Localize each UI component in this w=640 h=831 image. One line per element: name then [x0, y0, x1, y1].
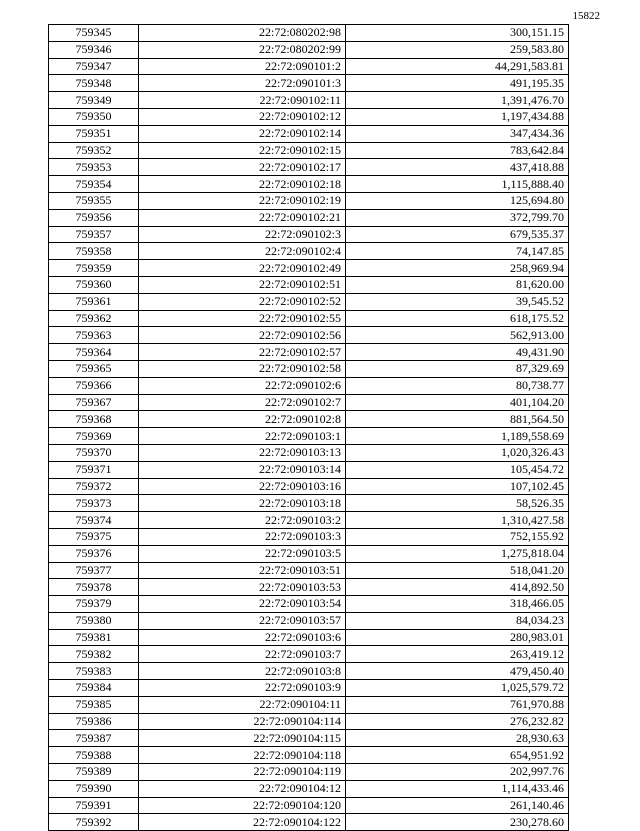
- row-id-cell: 759386: [49, 713, 139, 730]
- row-id-cell: 759392: [49, 814, 139, 831]
- amount-cell: 300,151.15: [346, 25, 569, 42]
- amount-cell: 752,155.92: [346, 528, 569, 545]
- table-row: [49, 461, 569, 478]
- table-row: [49, 730, 569, 747]
- cadastral-number-cell: 22:72:090102:21: [139, 209, 346, 226]
- cadastral-number-cell: 22:72:090102:19: [139, 192, 346, 209]
- row-id-cell: 759366: [49, 377, 139, 394]
- row-id-cell: 759365: [49, 360, 139, 377]
- cadastral-number-cell: 22:72:090102:6: [139, 377, 346, 394]
- cadastral-number-cell: 22:72:090104:118: [139, 747, 346, 764]
- table-row: [49, 159, 569, 176]
- table-row: [49, 377, 569, 394]
- cadastral-number-cell: 22:72:090103:13: [139, 444, 346, 461]
- row-id-cell: 759376: [49, 545, 139, 562]
- amount-cell: 1,114,433.46: [346, 780, 569, 797]
- table-row: [49, 713, 569, 730]
- amount-cell: 761,970.88: [346, 696, 569, 713]
- cadastral-number-cell: 22:72:090102:12: [139, 108, 346, 125]
- table-row: [49, 562, 569, 579]
- cadastral-number-cell: 22:72:090102:8: [139, 411, 346, 428]
- amount-cell: 1,275,818.04: [346, 545, 569, 562]
- row-id-cell: 759384: [49, 680, 139, 697]
- row-id-cell: 759359: [49, 260, 139, 277]
- amount-cell: 202,997.76: [346, 764, 569, 781]
- row-id-cell: 759349: [49, 92, 139, 109]
- amount-cell: 230,278.60: [346, 814, 569, 831]
- table-row: [49, 92, 569, 109]
- amount-cell: 414,892.50: [346, 579, 569, 596]
- cadastral-number-cell: 22:72:090104:120: [139, 797, 346, 814]
- table-row: [49, 192, 569, 209]
- cadastral-number-cell: 22:72:090104:115: [139, 730, 346, 747]
- cadastral-number-cell: 22:72:090103:3: [139, 528, 346, 545]
- amount-cell: 258,969.94: [346, 260, 569, 277]
- cadastral-number-cell: 22:72:090101:3: [139, 75, 346, 92]
- table-row: [49, 478, 569, 495]
- row-id-cell: 759364: [49, 344, 139, 361]
- cadastral-number-cell: 22:72:090102:18: [139, 176, 346, 193]
- amount-cell: 562,913.00: [346, 327, 569, 344]
- row-id-cell: 759370: [49, 444, 139, 461]
- amount-cell: 518,041.20: [346, 562, 569, 579]
- amount-cell: 261,140.46: [346, 797, 569, 814]
- row-id-cell: 759375: [49, 528, 139, 545]
- table-row: [49, 25, 569, 42]
- row-id-cell: 759351: [49, 125, 139, 142]
- row-id-cell: 759389: [49, 764, 139, 781]
- row-id-cell: 759348: [49, 75, 139, 92]
- cadastral-number-cell: 22:72:090102:14: [139, 125, 346, 142]
- amount-cell: 318,466.05: [346, 596, 569, 613]
- row-id-cell: 759378: [49, 579, 139, 596]
- table-row: [49, 680, 569, 697]
- table-row: [49, 696, 569, 713]
- row-id-cell: 759352: [49, 142, 139, 159]
- table-row: [49, 58, 569, 75]
- cadastral-number-cell: 22:72:090102:11: [139, 92, 346, 109]
- table-row: [49, 545, 569, 562]
- table-row: [49, 176, 569, 193]
- row-id-cell: 759354: [49, 176, 139, 193]
- amount-cell: 1,025,579.72: [346, 680, 569, 697]
- cadastral-number-cell: 22:72:090103:6: [139, 629, 346, 646]
- row-id-cell: 759361: [49, 293, 139, 310]
- row-id-cell: 759381: [49, 629, 139, 646]
- amount-cell: 1,391,476.70: [346, 92, 569, 109]
- amount-cell: 84,034.23: [346, 612, 569, 629]
- table-row: [49, 512, 569, 529]
- table-row: [49, 310, 569, 327]
- table-row: [49, 41, 569, 58]
- amount-cell: 87,329.69: [346, 360, 569, 377]
- cadastral-number-cell: 22:72:090101:2: [139, 58, 346, 75]
- table-body: [49, 25, 569, 831]
- row-id-cell: 759355: [49, 192, 139, 209]
- cadastral-number-cell: 22:72:090103:9: [139, 680, 346, 697]
- cadastral-number-cell: 22:72:090102:4: [139, 243, 346, 260]
- amount-cell: 1,189,558.69: [346, 428, 569, 445]
- amount-cell: 654,951.92: [346, 747, 569, 764]
- row-id-cell: 759362: [49, 310, 139, 327]
- amount-cell: 618,175.52: [346, 310, 569, 327]
- row-id-cell: 759374: [49, 512, 139, 529]
- amount-cell: 58,526.35: [346, 495, 569, 512]
- table-row: [49, 814, 569, 831]
- table-row: [49, 108, 569, 125]
- table-row: [49, 411, 569, 428]
- row-id-cell: 759356: [49, 209, 139, 226]
- row-id-cell: 759377: [49, 562, 139, 579]
- cadastral-number-cell: 22:72:090103:57: [139, 612, 346, 629]
- table-row: [49, 243, 569, 260]
- row-id-cell: 759372: [49, 478, 139, 495]
- amount-cell: 372,799.70: [346, 209, 569, 226]
- cadastral-number-cell: 22:72:090103:53: [139, 579, 346, 596]
- cadastral-number-cell: 22:72:090102:52: [139, 293, 346, 310]
- table-row: [49, 276, 569, 293]
- table-row: [49, 528, 569, 545]
- table-row: [49, 780, 569, 797]
- amount-cell: 347,434.36: [346, 125, 569, 142]
- cadastral-number-cell: 22:72:090103:54: [139, 596, 346, 613]
- row-id-cell: 759353: [49, 159, 139, 176]
- row-id-cell: 759357: [49, 226, 139, 243]
- row-id-cell: 759373: [49, 495, 139, 512]
- table-row: [49, 663, 569, 680]
- amount-cell: 276,232.82: [346, 713, 569, 730]
- cadastral-number-cell: 22:72:090102:58: [139, 360, 346, 377]
- cadastral-number-cell: 22:72:090103:51: [139, 562, 346, 579]
- amount-cell: 1,197,434.88: [346, 108, 569, 125]
- cadastral-number-cell: 22:72:090102:15: [139, 142, 346, 159]
- amount-cell: 679,535.37: [346, 226, 569, 243]
- amount-cell: 80,738.77: [346, 377, 569, 394]
- row-id-cell: 759380: [49, 612, 139, 629]
- row-id-cell: 759390: [49, 780, 139, 797]
- table-row: [49, 125, 569, 142]
- cadastral-number-cell: 22:72:090104:119: [139, 764, 346, 781]
- cadastral-number-cell: 22:72:090102:57: [139, 344, 346, 361]
- table-row: [49, 260, 569, 277]
- cadastral-number-cell: 22:72:090103:7: [139, 646, 346, 663]
- table-row: [49, 209, 569, 226]
- row-id-cell: 759368: [49, 411, 139, 428]
- row-id-cell: 759387: [49, 730, 139, 747]
- cadastral-number-cell: 22:72:090102:56: [139, 327, 346, 344]
- amount-cell: 81,620.00: [346, 276, 569, 293]
- cadastral-number-cell: 22:72:080202:98: [139, 25, 346, 42]
- table-row: [49, 797, 569, 814]
- amount-cell: 1,115,888.40: [346, 176, 569, 193]
- table-row: [49, 764, 569, 781]
- amount-cell: 479,450.40: [346, 663, 569, 680]
- cadastral-number-cell: 22:72:090102:51: [139, 276, 346, 293]
- row-id-cell: 759379: [49, 596, 139, 613]
- amount-cell: 881,564.50: [346, 411, 569, 428]
- amount-cell: 783,642.84: [346, 142, 569, 159]
- table-row: [49, 327, 569, 344]
- amount-cell: 44,291,583.81: [346, 58, 569, 75]
- page-number: 15822: [572, 10, 600, 22]
- amount-cell: 28,930.63: [346, 730, 569, 747]
- amount-cell: 401,104.20: [346, 394, 569, 411]
- cadastral-number-cell: 22:72:090103:1: [139, 428, 346, 445]
- amount-cell: 259,583.80: [346, 41, 569, 58]
- table-row: [49, 344, 569, 361]
- cadastral-number-cell: 22:72:090104:114: [139, 713, 346, 730]
- row-id-cell: 759346: [49, 41, 139, 58]
- row-id-cell: 759369: [49, 428, 139, 445]
- table-row: [49, 495, 569, 512]
- amount-cell: 74,147.85: [346, 243, 569, 260]
- cadastral-number-cell: 22:72:090102:49: [139, 260, 346, 277]
- table-row: [49, 579, 569, 596]
- amount-cell: 39,545.52: [346, 293, 569, 310]
- table-row: [49, 444, 569, 461]
- amount-cell: 263,419.12: [346, 646, 569, 663]
- table-row: [49, 629, 569, 646]
- row-id-cell: 759350: [49, 108, 139, 125]
- cadastral-number-cell: 22:72:080202:99: [139, 41, 346, 58]
- row-id-cell: 759363: [49, 327, 139, 344]
- row-id-cell: 759385: [49, 696, 139, 713]
- cadastral-number-cell: 22:72:090104:122: [139, 814, 346, 831]
- row-id-cell: 759360: [49, 276, 139, 293]
- amount-cell: 1,020,326.43: [346, 444, 569, 461]
- table-row: [49, 142, 569, 159]
- table-row: [49, 428, 569, 445]
- table-row: [49, 394, 569, 411]
- table-row: [49, 612, 569, 629]
- amount-cell: 437,418.88: [346, 159, 569, 176]
- row-id-cell: 759388: [49, 747, 139, 764]
- amount-cell: 107,102.45: [346, 478, 569, 495]
- cadastral-number-cell: 22:72:090102:17: [139, 159, 346, 176]
- cadastral-number-cell: 22:72:090104:12: [139, 780, 346, 797]
- amount-cell: 491,195.35: [346, 75, 569, 92]
- cadastral-number-cell: 22:72:090103:5: [139, 545, 346, 562]
- table-row: [49, 646, 569, 663]
- row-id-cell: 759367: [49, 394, 139, 411]
- row-id-cell: 759347: [49, 58, 139, 75]
- table-row: [49, 226, 569, 243]
- row-id-cell: 759371: [49, 461, 139, 478]
- amount-cell: 105,454.72: [346, 461, 569, 478]
- cadastral-number-cell: 22:72:090103:14: [139, 461, 346, 478]
- amount-cell: 280,983.01: [346, 629, 569, 646]
- table-row: [49, 596, 569, 613]
- row-id-cell: 759345: [49, 25, 139, 42]
- cadastral-number-cell: 22:72:090103:8: [139, 663, 346, 680]
- table-row: [49, 747, 569, 764]
- table-row: [49, 293, 569, 310]
- cadastral-number-cell: 22:72:090102:55: [139, 310, 346, 327]
- amount-cell: 49,431.90: [346, 344, 569, 361]
- row-id-cell: 759382: [49, 646, 139, 663]
- amount-cell: 1,310,427.58: [346, 512, 569, 529]
- row-id-cell: 759391: [49, 797, 139, 814]
- table-row: [49, 75, 569, 92]
- cadastral-number-cell: 22:72:090103:2: [139, 512, 346, 529]
- cadastral-value-table: [48, 24, 569, 831]
- cadastral-number-cell: 22:72:090104:11: [139, 696, 346, 713]
- cadastral-number-cell: 22:72:090102:7: [139, 394, 346, 411]
- cadastral-number-cell: 22:72:090102:3: [139, 226, 346, 243]
- amount-cell: 125,694.80: [346, 192, 569, 209]
- table-row: [49, 360, 569, 377]
- row-id-cell: 759358: [49, 243, 139, 260]
- cadastral-number-cell: 22:72:090103:18: [139, 495, 346, 512]
- cadastral-number-cell: 22:72:090103:16: [139, 478, 346, 495]
- row-id-cell: 759383: [49, 663, 139, 680]
